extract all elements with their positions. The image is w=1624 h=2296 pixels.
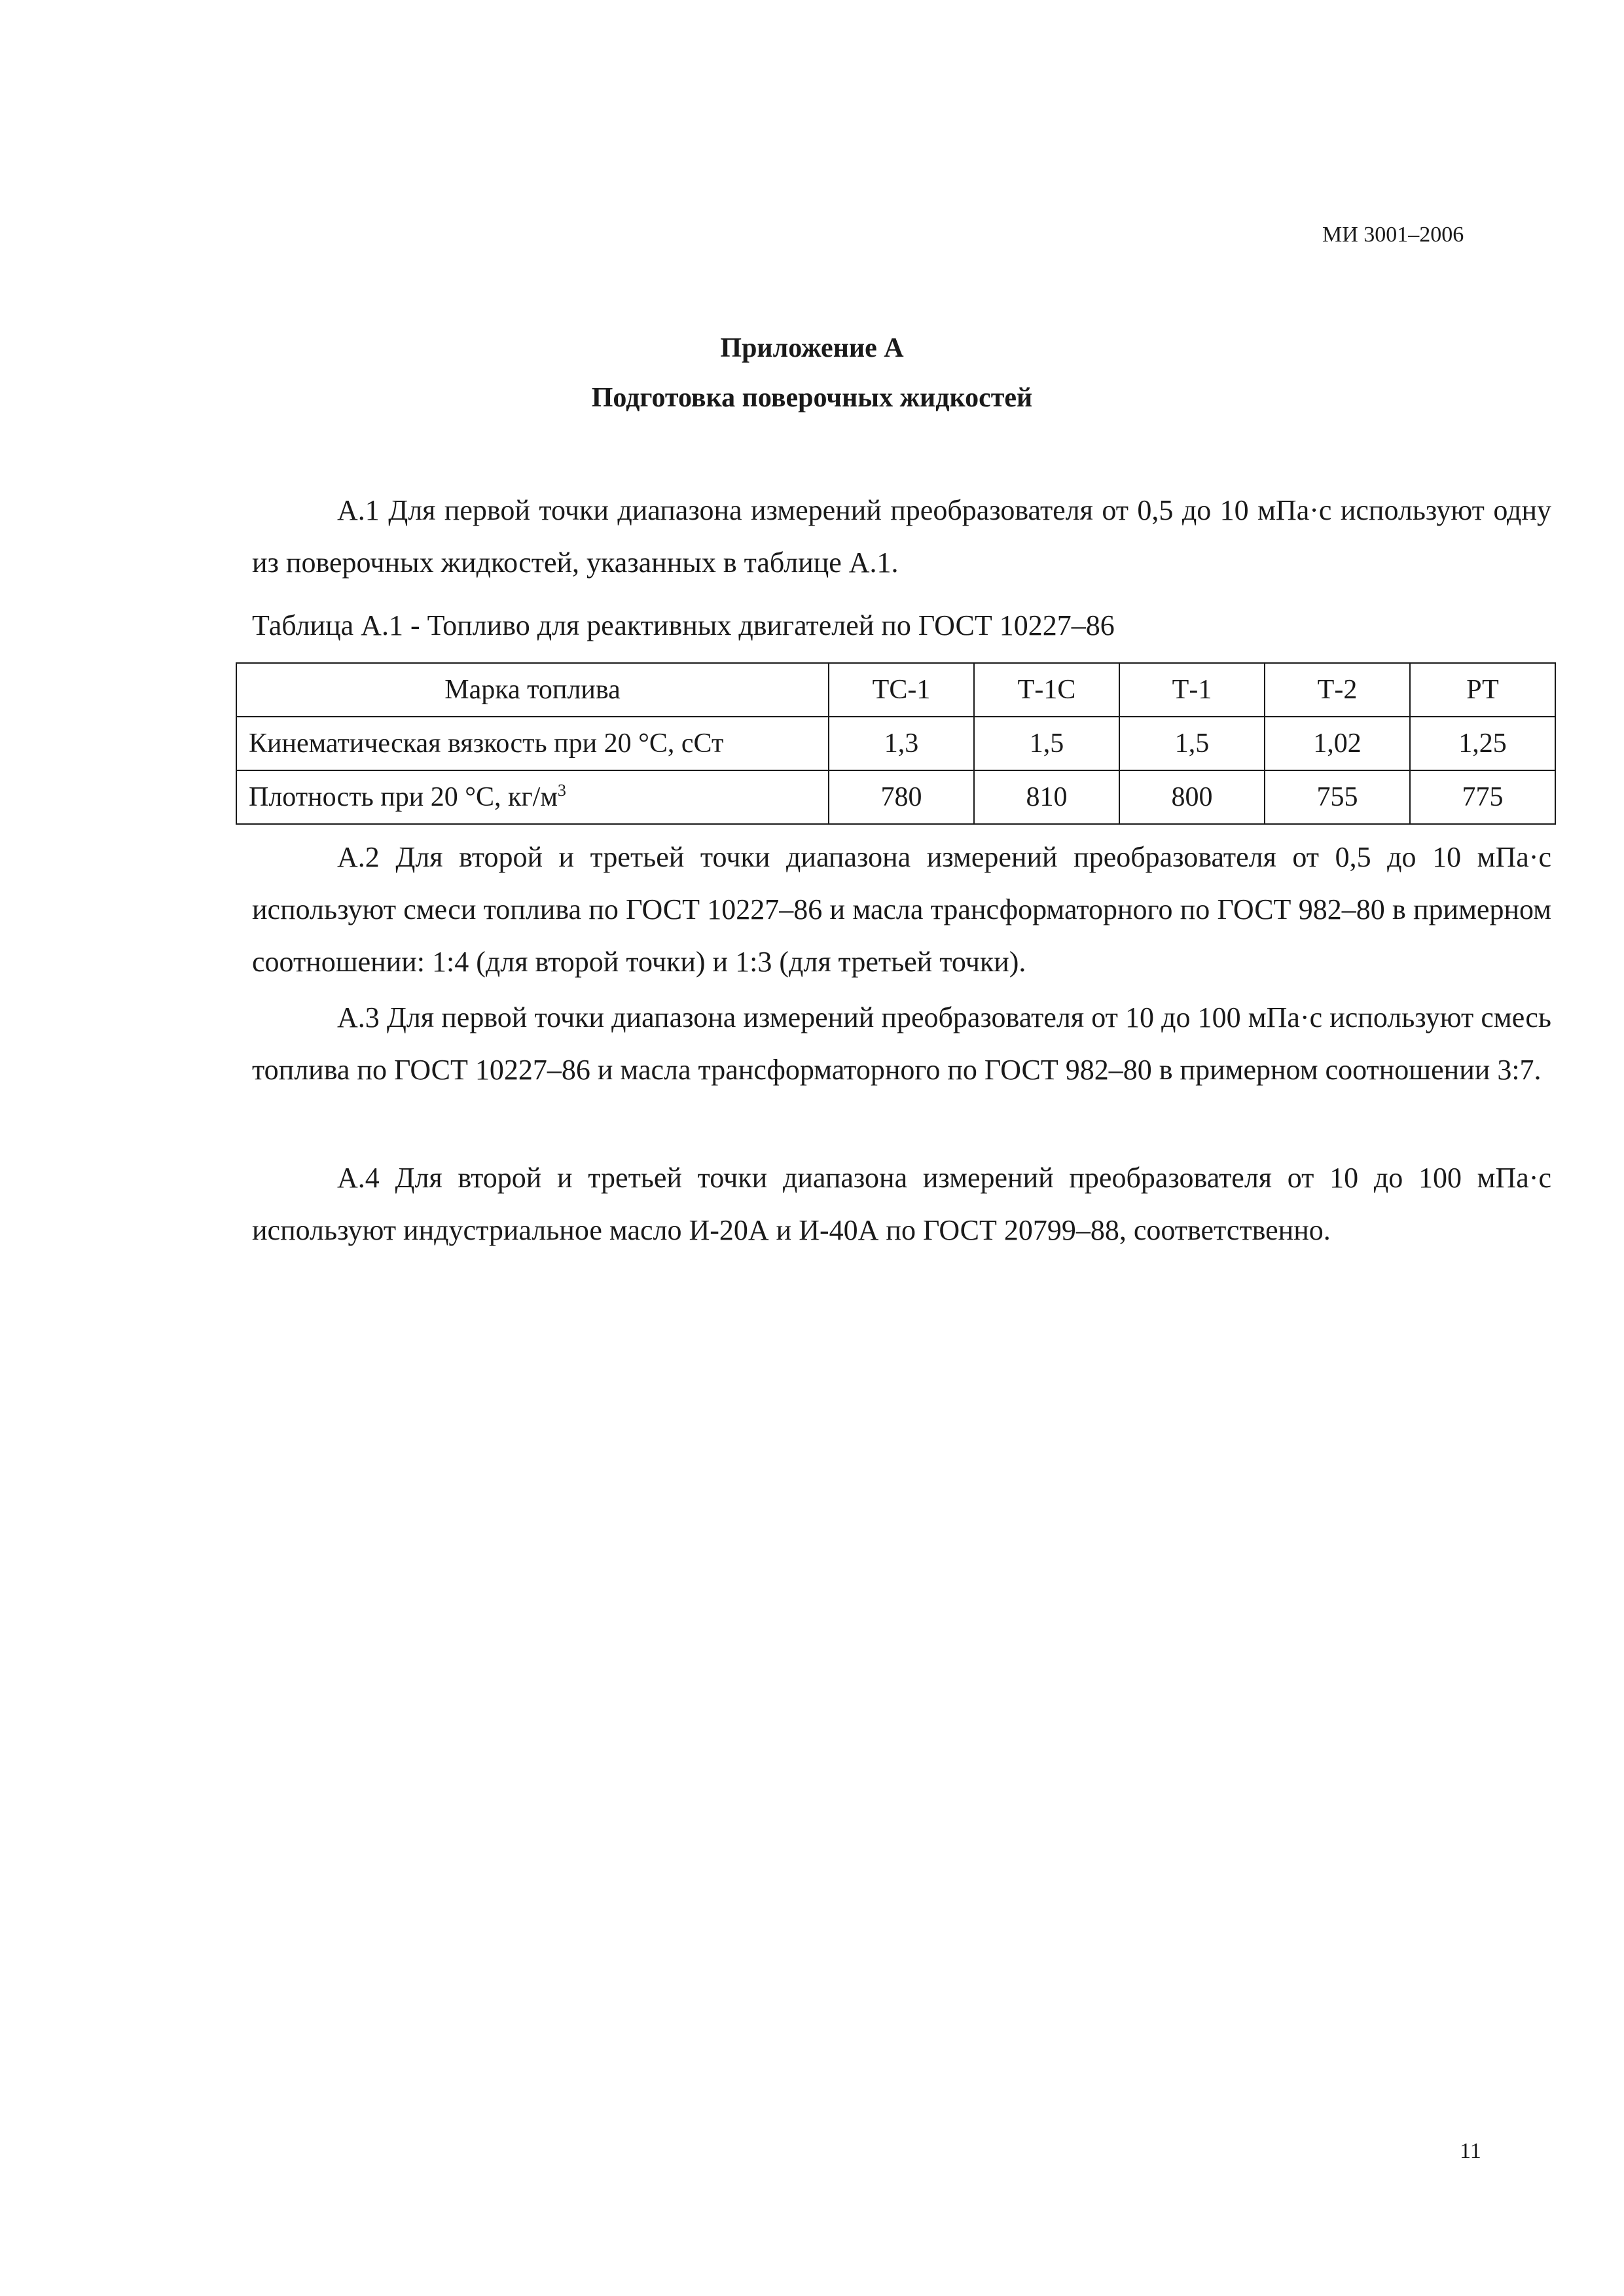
- document-code: МИ 3001–2006: [1322, 223, 1464, 247]
- table-cell: 1,5: [974, 717, 1119, 770]
- table-cell: 775: [1410, 770, 1555, 824]
- table-cell: 1,5: [1119, 717, 1265, 770]
- page-number: 11: [1460, 2139, 1481, 2163]
- table-cell: 755: [1265, 770, 1410, 824]
- table-row-label: [236, 770, 829, 824]
- table-header-row: [236, 663, 1555, 717]
- table-caption: Таблица А.1 - Топливо для реактивных двигателей по ГОСТ 10227–86: [252, 609, 1115, 641]
- appendix-title: Приложение А: [720, 333, 904, 363]
- table-header-grade: ТС-1: [829, 663, 974, 717]
- fuel-table: [236, 662, 1556, 825]
- table-row-label-text: Плотность при 20 °С, кг/м: [249, 782, 558, 812]
- appendix-subtitle: Подготовка поверочных жидкостей: [591, 383, 1033, 413]
- table-row: [236, 717, 1555, 770]
- table-row-label: Кинематическая вязкость при 20 °С, сСт: [236, 717, 829, 770]
- table-header-grade: Т-1С: [974, 663, 1119, 717]
- table-cell: 1,02: [1265, 717, 1410, 770]
- table-header-grade: Т-1: [1119, 663, 1265, 717]
- paragraph-a4: А.4 Для второй и третьей точки диапазона измерений преобразователя от 10 до 100 мПа·с используют индустриальное масло И-20А и И-40А по ГОСТ 20799–88, соответственно.: [252, 1162, 1551, 1246]
- table-cell: 800: [1119, 770, 1265, 824]
- unit-exponent: 3: [557, 781, 566, 800]
- paragraph-a1: А.1 Для первой точки диапазона измерений преобразователя от 0,5 до 10 мПа·с используют одну из поверочных жидкостей, указанных в таблице А.1.: [252, 494, 1551, 579]
- table-header-grade: Т-2: [1265, 663, 1410, 717]
- table-cell: 780: [829, 770, 974, 824]
- table-row: [236, 770, 1555, 824]
- paragraph-a2: А.2 Для второй и третьей точки диапазона измерений преобразователя от 0,5 до 10 мПа·с используют смеси топлива по ГОСТ 10227–86 и масла трансформаторного по ГОСТ 982–80 в примерном соотношении: 1:4 (для второй точки) и 1:3 (для третьей точки).: [252, 841, 1551, 978]
- table-header-grade: РТ: [1410, 663, 1555, 717]
- table-cell: 1,3: [829, 717, 974, 770]
- table-cell: 810: [974, 770, 1119, 824]
- paragraph-a3: А.3 Для первой точки диапазона измерений преобразователя от 10 до 100 мПа·с используют смесь топлива по ГОСТ 10227–86 и масла трансформаторного по ГОСТ 982–80 в примерном соотношении 3:7.: [252, 1001, 1551, 1086]
- table-cell: 1,25: [1410, 717, 1555, 770]
- table-header-label: Марка топлива: [236, 663, 829, 717]
